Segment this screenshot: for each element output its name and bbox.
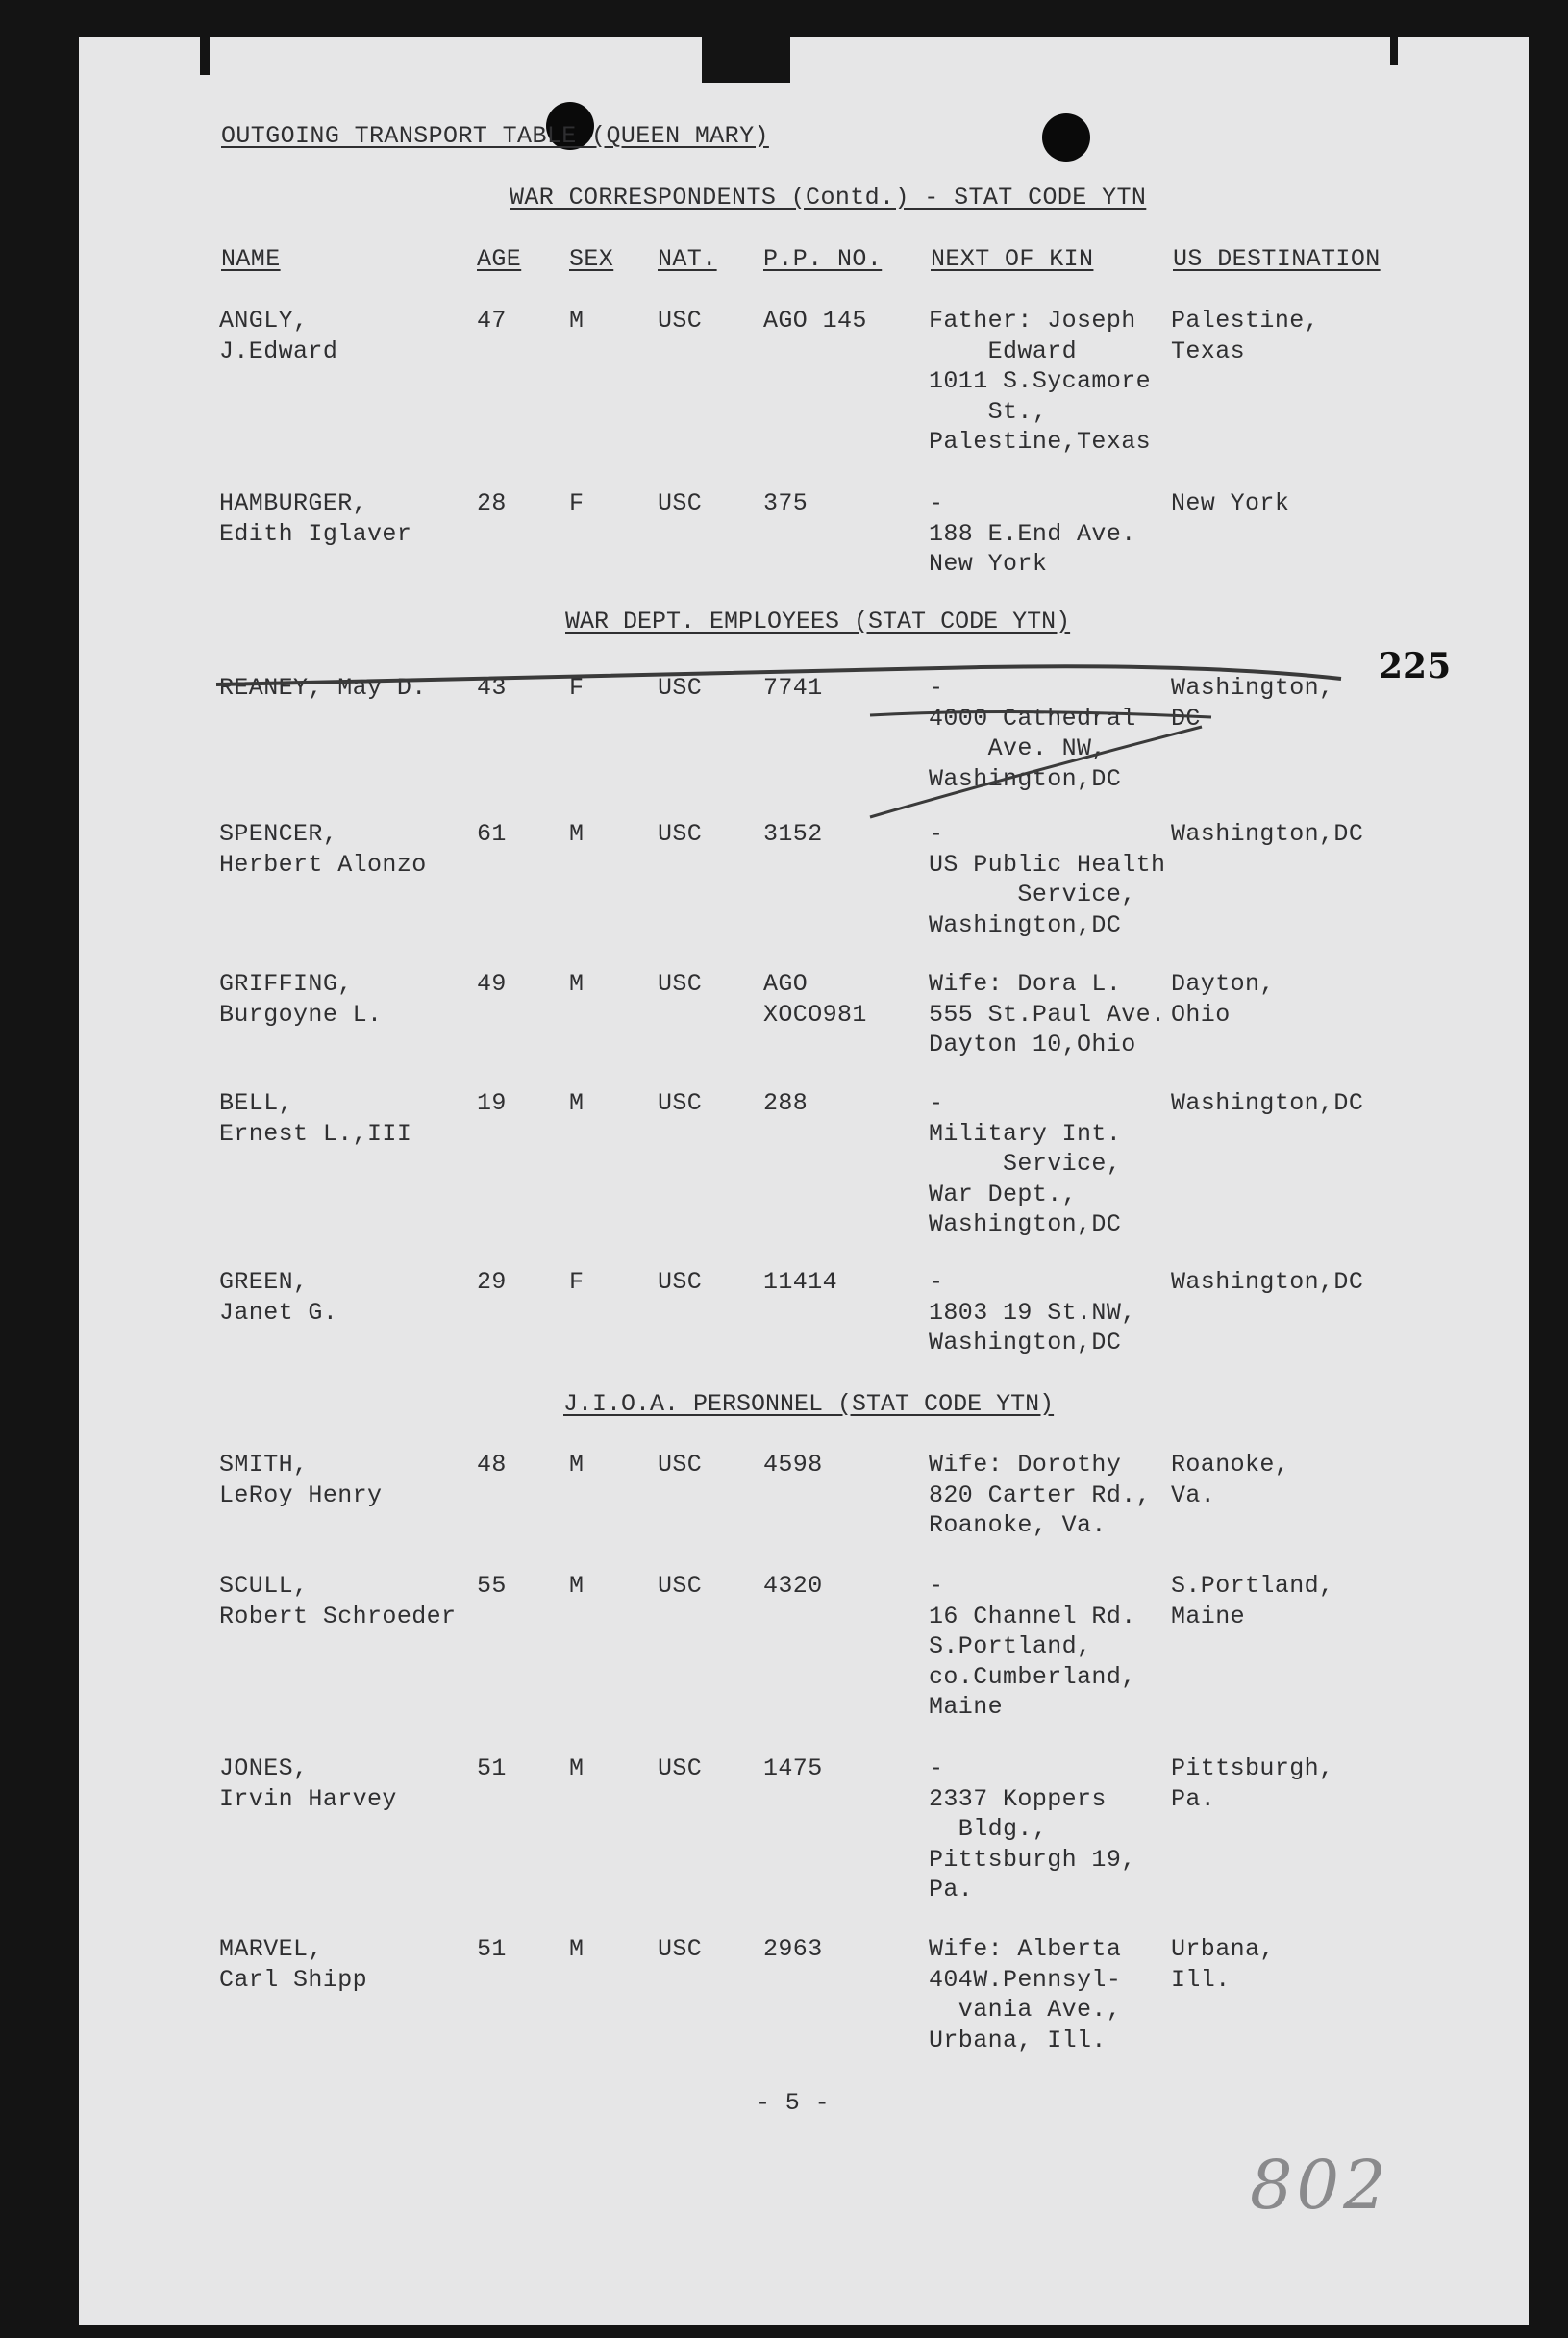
row-name: SPENCER, Herbert Alonzo [219, 820, 427, 879]
row-us-destination: New York [1171, 489, 1290, 517]
row-pp-no: 4320 [763, 1572, 823, 1600]
page-tear [200, 37, 210, 75]
row-name: SMITH, LeRoy Henry [219, 1451, 383, 1509]
handwritten-number: 802 [1250, 2146, 1390, 2225]
row-nationality: USC [658, 1935, 703, 1963]
row-sex: F [569, 674, 585, 702]
row-name: GREEN, Janet G. [219, 1268, 338, 1327]
row-next-of-kin: Father: Joseph Edward 1011 S.Sycamore St., Palestine,Texas [929, 307, 1152, 456]
row-sex: M [569, 307, 585, 335]
row-sex: M [569, 1754, 585, 1782]
row-name: BELL, Ernest L.,III [219, 1089, 412, 1148]
row-nationality: USC [658, 489, 703, 517]
column-header-age: AGE [477, 245, 522, 273]
row-next-of-kin: Wife: Dorothy 820 Carter Rd., Roanoke, Va. [929, 1451, 1152, 1539]
row-sex: M [569, 1089, 585, 1117]
page-number: - 5 - [756, 2089, 831, 2117]
row-next-of-kin: - US Public Health Service, Washington,DC [929, 820, 1166, 939]
row-nationality: USC [658, 970, 703, 998]
row-name: HAMBURGER, Edith Iglaver [219, 489, 412, 548]
row-sex: M [569, 1451, 585, 1479]
row-next-of-kin: Wife: Alberta 404W.Pennsyl- vania Ave., Urbana, Ill. [929, 1935, 1122, 2054]
row-name: JONES, Irvin Harvey [219, 1754, 397, 1813]
row-pp-no: 3152 [763, 820, 823, 848]
row-us-destination: Urbana, Ill. [1171, 1935, 1275, 1994]
row-us-destination: Palestine, Texas [1171, 307, 1320, 365]
row-nationality: USC [658, 820, 703, 848]
row-us-destination: Washington, DC [1171, 674, 1334, 733]
row-sex: M [569, 820, 585, 848]
section-heading: WAR CORRESPONDENTS (Contd.) - STAT CODE YTN [510, 184, 1147, 211]
row-us-destination: Washington,DC [1171, 820, 1364, 848]
row-age: 55 [477, 1572, 507, 1600]
row-age: 49 [477, 970, 507, 998]
row-name: ANGLY, J.Edward [219, 307, 338, 365]
row-nationality: USC [658, 1451, 703, 1479]
row-sex: F [569, 1268, 585, 1296]
row-next-of-kin: - 2337 Koppers Bldg., Pittsburgh 19, Pa. [929, 1754, 1136, 1903]
row-pp-no: AGO 145 [763, 307, 867, 335]
row-pp-no: 4598 [763, 1451, 823, 1479]
column-header-us-destination: US DESTINATION [1173, 245, 1381, 273]
row-name: REANEY, May D. [219, 674, 427, 702]
page-tear [702, 37, 790, 83]
row-us-destination: Roanoke, Va. [1171, 1451, 1290, 1509]
row-age: 43 [477, 674, 507, 702]
row-nationality: USC [658, 1572, 703, 1600]
row-name: MARVEL, Carl Shipp [219, 1935, 368, 1994]
row-sex: M [569, 1935, 585, 1963]
row-nationality: USC [658, 1268, 703, 1296]
row-next-of-kin: - Military Int. Service, War Dept., Washington,DC [929, 1089, 1122, 1238]
row-nationality: USC [658, 674, 703, 702]
row-next-of-kin: - 16 Channel Rd. S.Portland, co.Cumberland, Maine [929, 1572, 1136, 1721]
row-us-destination: S.Portland, Maine [1171, 1572, 1334, 1630]
row-pp-no: 375 [763, 489, 809, 517]
row-us-destination: Washington,DC [1171, 1268, 1364, 1296]
row-age: 19 [477, 1089, 507, 1117]
row-nationality: USC [658, 307, 703, 335]
row-us-destination: Dayton, Ohio [1171, 970, 1275, 1029]
section-heading: J.I.O.A. PERSONNEL (STAT CODE YTN) [563, 1390, 1055, 1418]
row-age: 47 [477, 307, 507, 335]
row-name: SCULL, Robert Schroeder [219, 1572, 457, 1630]
column-header-nat: NAT. [658, 245, 717, 273]
page-tear [1390, 37, 1398, 65]
row-us-destination: Pittsburgh, Pa. [1171, 1754, 1334, 1813]
row-pp-no: 288 [763, 1089, 809, 1117]
punch-hole [1042, 113, 1090, 162]
row-next-of-kin: - 4000 Cathedral Ave. NW, Washington,DC [929, 674, 1136, 793]
row-age: 29 [477, 1268, 507, 1296]
column-header-next-of-kin: NEXT OF KIN [931, 245, 1094, 273]
row-nationality: USC [658, 1754, 703, 1782]
row-name: GRIFFING, Burgoyne L. [219, 970, 383, 1029]
row-age: 51 [477, 1754, 507, 1782]
row-pp-no: 11414 [763, 1268, 838, 1296]
row-sex: M [569, 970, 585, 998]
column-header-sex: SEX [569, 245, 614, 273]
row-pp-no: 2963 [763, 1935, 823, 1963]
row-next-of-kin: - 1803 19 St.NW, Washington,DC [929, 1268, 1136, 1356]
stamp-number: 225 [1379, 646, 1452, 686]
row-age: 61 [477, 820, 507, 848]
row-sex: F [569, 489, 585, 517]
section-heading: WAR DEPT. EMPLOYEES (STAT CODE YTN) [565, 608, 1071, 635]
row-pp-no: AGO XOCO981 [763, 970, 867, 1029]
row-age: 48 [477, 1451, 507, 1479]
column-header-pp-no: P.P. NO. [763, 245, 883, 273]
row-pp-no: 7741 [763, 674, 823, 702]
row-sex: M [569, 1572, 585, 1600]
column-header-name: NAME [221, 245, 281, 273]
row-us-destination: Washington,DC [1171, 1089, 1364, 1117]
row-next-of-kin: Wife: Dora L. 555 St.Paul Ave. Dayton 10,Ohio [929, 970, 1166, 1058]
row-pp-no: 1475 [763, 1754, 823, 1782]
document-title: OUTGOING TRANSPORT TABLE (QUEEN MARY) [221, 122, 769, 150]
row-age: 28 [477, 489, 507, 517]
row-nationality: USC [658, 1089, 703, 1117]
row-next-of-kin: - 188 E.End Ave. New York [929, 489, 1136, 578]
row-age: 51 [477, 1935, 507, 1963]
